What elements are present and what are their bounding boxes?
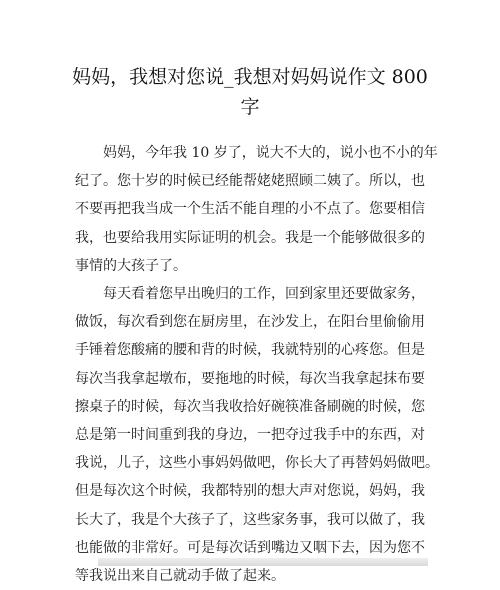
- text-line: 每天看着您早出晚归的工作，回到家里还要做家务，: [103, 286, 425, 303]
- paragraph-1: [75, 139, 438, 280]
- text-line: 也能做的非常好。可是每次话到嘴边又咽下去，因为您不: [75, 539, 425, 556]
- text-line: 总是第一时间重到我的身边，一把夺过我手中的东西，对: [75, 427, 425, 444]
- text-line: 妈妈，今年我 10 岁了，说大不大的，说小也不小的年: [103, 145, 438, 161]
- text-line: 手锤着您酸痛的腰和背的时候，我就特别的心疼您。但是: [75, 342, 425, 359]
- text-line: 事情的大孩子了。: [75, 257, 187, 274]
- text-line: 我说，儿子，这些小事妈妈做吧，你长大了再替妈妈做吧。: [75, 455, 439, 472]
- text-line: 做饭，每次看到您在厨房里，在沙发上，在阳台里偷偷用: [75, 314, 425, 331]
- text-line: 但是每次这个时候，我都特别的想大声对您说，妈妈，我: [75, 483, 425, 500]
- text-line: 我，也要给我用实际证明的机会。我是一个能够做很多的: [75, 229, 425, 246]
- document-title: [60, 62, 440, 122]
- title-line-1: 妈妈，我想对您说_我想对妈妈说作文 800: [72, 66, 428, 88]
- article-body: [75, 139, 439, 590]
- text-line: 长大了，我是个大孩子了，这些家务事，我可以做了，我: [75, 511, 425, 528]
- title-line-2: 字: [240, 96, 260, 118]
- text-line: 等我说出来自己就动手做了起来。: [75, 568, 285, 585]
- text-line: 不要再把我当成一个生活不能自理的小不点了。您要相信: [75, 201, 425, 218]
- paragraph-2: [75, 280, 439, 590]
- text-line: 擦桌子的时候，每次当我收拾好碗筷准备刷碗的时候，您: [75, 398, 425, 415]
- text-line: 纪了。您十岁的时候已经能帮姥姥照顾二姨了。所以，也: [75, 173, 425, 190]
- text-line: 每次当我拿起墩布，要拖地的时候，每次当我拿起抹布要: [75, 370, 425, 387]
- next-line-fragment: [98, 558, 428, 566]
